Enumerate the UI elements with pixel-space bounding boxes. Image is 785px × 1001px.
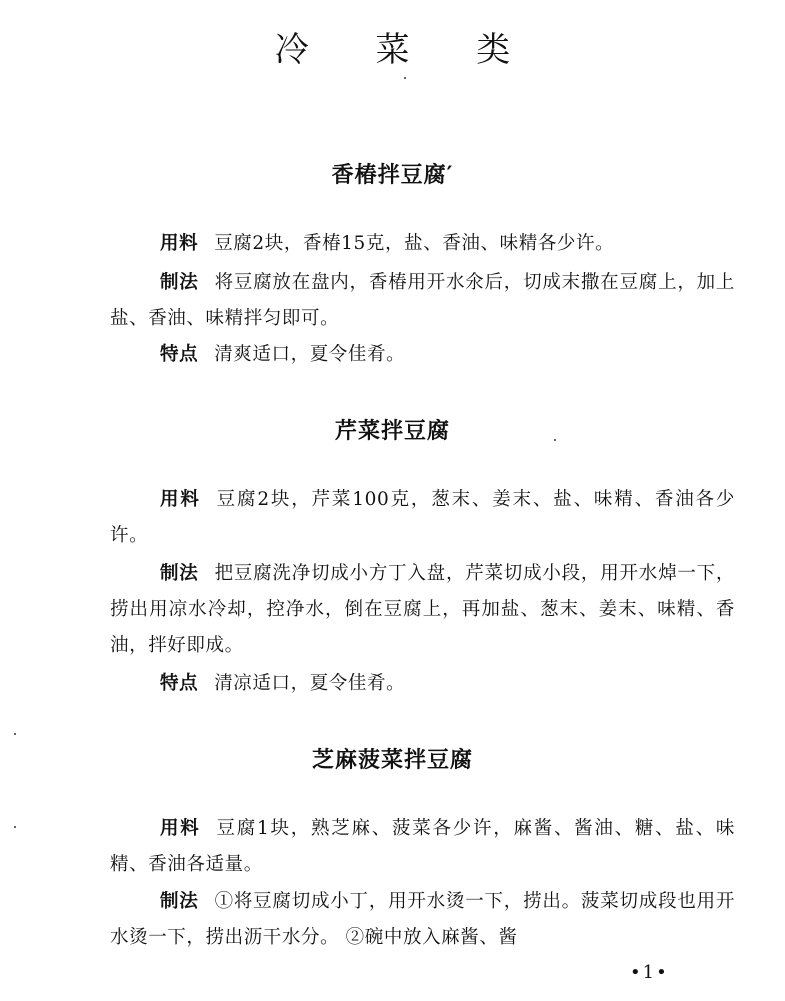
method-label: 制法 bbox=[160, 891, 199, 912]
feature-label: 特点 bbox=[160, 673, 199, 694]
page-title: 冷 菜 类 bbox=[274, 30, 539, 70]
method-text: 将豆腐放在盘内，香椿用开水氽后，切成末撒在豆腐上，加上盐、香油、味精拌匀即可。 bbox=[110, 272, 736, 329]
ingredients-paragraph bbox=[110, 482, 735, 554]
scan-speck bbox=[554, 439, 556, 441]
ingredients-label: 用料 bbox=[160, 818, 201, 839]
page-number: •1• bbox=[630, 962, 669, 983]
method-text: ①将豆腐切成小丁，用开水烫一下，捞出。菠菜切成段也用开水烫一下，捞出沥干水分。 ②碗中放入麻酱、酱 bbox=[110, 891, 736, 948]
ingredients-paragraph bbox=[110, 811, 735, 883]
method-label: 制法 bbox=[160, 272, 199, 293]
ingredients-paragraph bbox=[110, 226, 735, 262]
method-label: 制法 bbox=[160, 563, 199, 584]
method-paragraph bbox=[110, 556, 735, 664]
ingredients-text: 豆腐2块，香椿15克，盐、香油、味精各少许。 bbox=[214, 233, 615, 254]
method-paragraph bbox=[110, 265, 735, 337]
feature-text: 清爽适口，夏令佳肴。 bbox=[214, 344, 406, 365]
feature-text: 清凉适口，夏令佳肴。 bbox=[214, 673, 406, 694]
recipe-title: 香椿拌豆腐′ bbox=[331, 163, 454, 188]
scan-speck bbox=[404, 77, 406, 79]
method-paragraph bbox=[110, 884, 735, 956]
feature-paragraph bbox=[110, 666, 735, 702]
feature-paragraph bbox=[110, 337, 735, 373]
ingredients-text: 豆腐2块，芹菜100克，葱末、姜末、盐、味精、香油各少许。 bbox=[110, 489, 735, 546]
recipe-title: 芹菜拌豆腐 bbox=[334, 419, 450, 444]
recipe-title: 芝麻菠菜拌豆腐 bbox=[311, 748, 473, 773]
feature-label: 特点 bbox=[160, 344, 199, 365]
ingredients-text: 豆腐1块，熟芝麻、菠菜各少许，麻酱、酱油、糖、盐、味精、香油各适量。 bbox=[110, 818, 736, 875]
ingredients-label: 用料 bbox=[160, 489, 201, 510]
scan-speck bbox=[14, 733, 16, 735]
ingredients-label: 用料 bbox=[160, 233, 199, 254]
method-text: 把豆腐洗净切成小方丁入盘，芹菜切成小段，用开水焯一下，捞出用凉水冷却，控净水，倒在豆腐上，再加盐、葱末、姜末、味精、香油，拌好即成。 bbox=[110, 563, 736, 656]
scan-speck bbox=[14, 826, 16, 828]
